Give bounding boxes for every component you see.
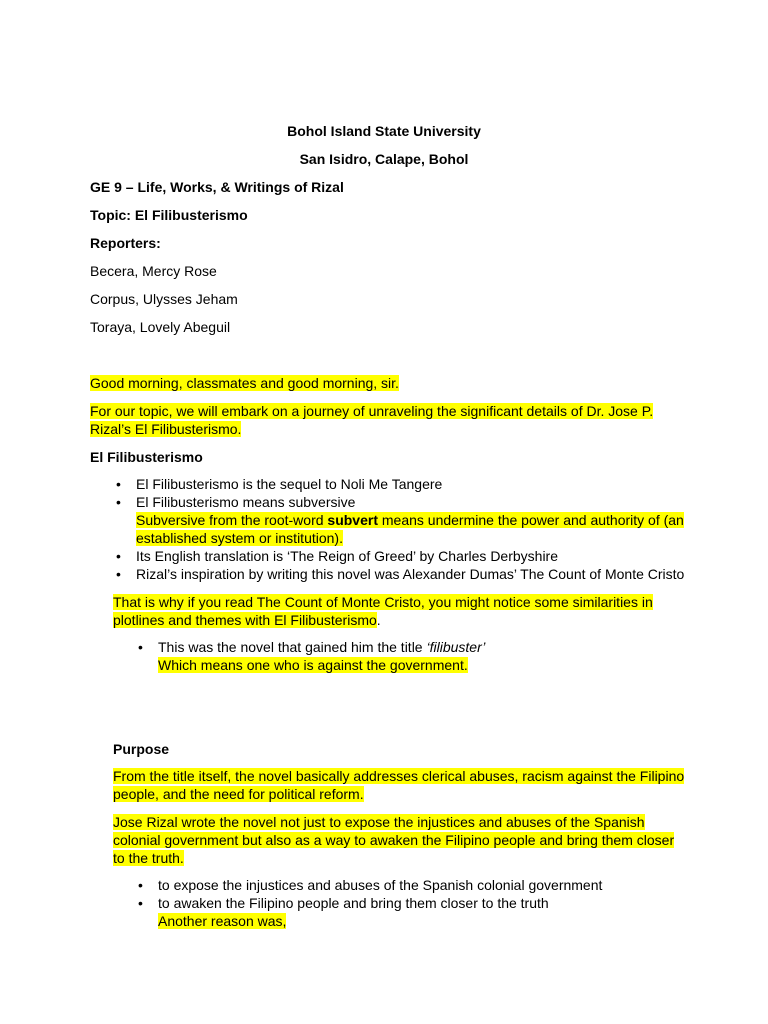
intro-paragraph-line	[90, 420, 241, 438]
purpose-paragraph-line	[113, 767, 684, 785]
campus-location: San Isidro, Calape, Bohol	[299, 151, 469, 167]
highlight-text: Subversive from the root-word	[136, 512, 328, 528]
sub-bullet-line	[158, 656, 468, 674]
highlight-text: Which means one who is against the government.	[158, 657, 468, 673]
intro-text: Rizal’s El Filibusterismo.	[90, 421, 242, 437]
purpose-paragraph-line	[113, 831, 674, 849]
sub-bullet-item	[158, 638, 485, 656]
purpose-bullet-item: to awaken the Filipino people and bring them closer to the truth	[158, 895, 549, 911]
purpose-paragraph-line	[113, 813, 645, 831]
bullet-icon: •	[116, 494, 121, 510]
purpose-paragraph-line	[113, 785, 364, 803]
reporter-name: Toraya, Lovely Abeguil	[90, 319, 231, 335]
italic-term: ‘filibuster’	[426, 639, 486, 655]
highlight-text: established system or institution).	[136, 530, 343, 546]
course-title: GE 9 – Life, Works, & Writings of Rizal	[90, 179, 344, 195]
bold-term: subvert	[327, 512, 378, 528]
sub-bullet-text: This was the novel that gained him the title	[158, 639, 427, 655]
topic-title: Topic: El Filibusterismo	[90, 207, 248, 223]
period-text: .	[376, 612, 381, 628]
highlight-text: means undermine the power and authority of (an	[377, 512, 684, 528]
note-paragraph-line	[113, 593, 653, 611]
another-reason-line	[158, 912, 286, 930]
note-paragraph-line	[113, 611, 381, 629]
highlight-text: to the truth.	[113, 850, 184, 866]
section-heading-purpose: Purpose	[113, 741, 170, 757]
intro-text: For our topic, we will embark on a journey of unraveling the significant details of Dr. Jose P.	[90, 403, 654, 419]
bullet-item: Rizal’s inspiration by writing this novel was Alexander Dumas’ The Count of Monte Cristo	[136, 566, 685, 582]
bullet-item: El Filibusterismo means subversive	[136, 494, 356, 510]
purpose-paragraph-line	[113, 849, 184, 867]
bullet-icon: •	[116, 566, 121, 582]
reporters-label: Reporters:	[90, 235, 161, 251]
purpose-bullet-item: to expose the injustices and abuses of the Spanish colonial government	[158, 877, 603, 893]
section-heading-el-filibusterismo: El Filibusterismo	[90, 449, 203, 465]
bullet-icon: •	[116, 476, 121, 492]
bullet-item: El Filibusterismo is the sequel to Noli Me Tangere	[136, 476, 443, 492]
subversive-definition-line	[136, 529, 343, 547]
highlight-text: plotlines and themes with El Filibusterismo	[113, 612, 377, 628]
highlight-text: Another reason was,	[158, 913, 287, 929]
highlight-text: people, and the need for political reform.	[113, 786, 364, 802]
university-name: Bohol Island State University	[287, 123, 481, 139]
bullet-icon: •	[116, 548, 121, 564]
highlight-text: That is why if you read The Count of Monte Cristo, you might notice some similarities in	[113, 594, 653, 610]
highlight-text: colonial government but also as a way to awaken the Filipino people and bring them closer	[113, 832, 675, 848]
intro-paragraph-line	[90, 402, 653, 420]
greeting-paragraph	[90, 374, 399, 392]
reporter-name: Corpus, Ulysses Jeham	[90, 291, 238, 307]
highlight-text: Jose Rizal wrote the novel not just to expose the injustices and abuses of the Spanish	[113, 814, 645, 830]
bullet-icon: •	[138, 877, 143, 893]
bullet-item: Its English translation is ‘The Reign of Greed’ by Charles Derbyshire	[136, 548, 559, 564]
bullet-icon: •	[138, 895, 143, 911]
subversive-definition-line	[136, 511, 684, 529]
reporter-name: Becera, Mercy Rose	[90, 263, 217, 279]
highlight-text: From the title itself, the novel basically addresses clerical abuses, racism against the Filipino	[113, 768, 685, 784]
bullet-icon: •	[138, 639, 143, 655]
greeting-text: Good morning, classmates and good morning, sir.	[90, 375, 399, 391]
